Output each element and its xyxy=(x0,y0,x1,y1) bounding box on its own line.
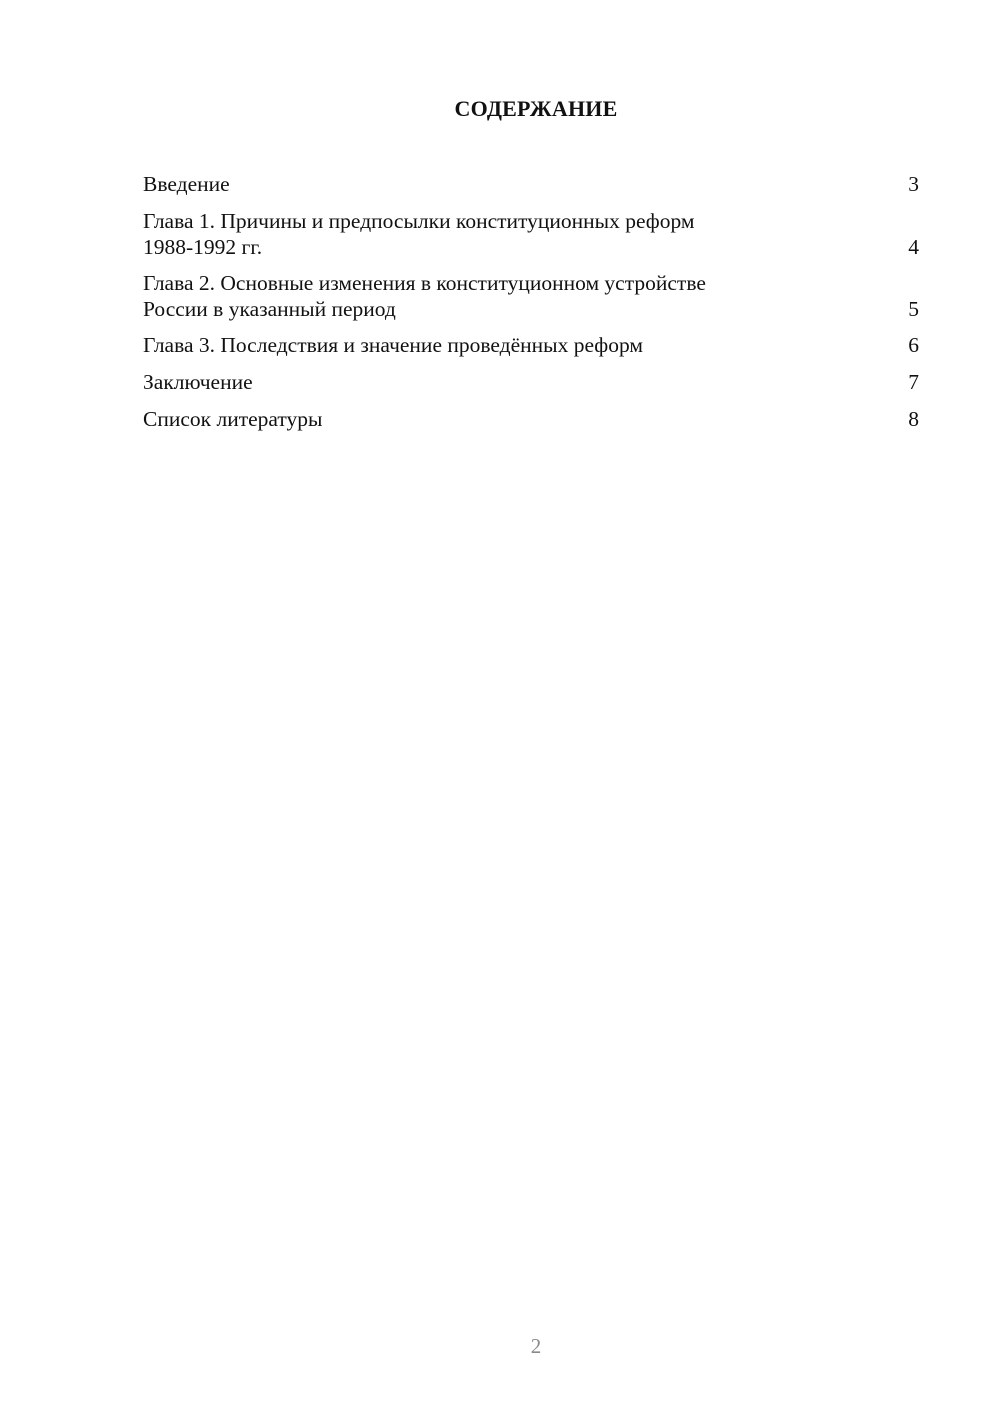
toc-entry-text-line: России в указанный период xyxy=(143,297,396,321)
toc-entry-text xyxy=(143,270,706,322)
toc-entry-text: Введение xyxy=(143,172,230,196)
toc-entry-chapter-3 xyxy=(143,332,919,359)
table-of-contents xyxy=(143,171,919,443)
toc-entry-chapter-2 xyxy=(143,270,919,322)
toc-entry-text-line: Глава 1. Причины и предпосылки конституционных реформ xyxy=(143,209,695,233)
toc-entry-page: 8 xyxy=(908,407,919,431)
toc-entry-page: 4 xyxy=(908,235,919,259)
toc-entry-page: 7 xyxy=(908,370,919,394)
toc-entry-page: 5 xyxy=(908,297,919,321)
toc-entry-conclusion xyxy=(143,369,919,396)
toc-entry-text-line: Глава 2. Основные изменения в конституционном устройстве xyxy=(143,271,706,295)
toc-heading xyxy=(0,94,1000,124)
toc-entry-page: 6 xyxy=(908,333,919,357)
page-number: 2 xyxy=(530,1334,542,1358)
toc-entry-chapter-1 xyxy=(143,208,919,260)
toc-entry-text xyxy=(143,208,695,260)
toc-entry-introduction xyxy=(143,171,919,198)
toc-entry-text-line: 1988-1992 гг. xyxy=(143,235,263,259)
toc-heading-text: СОДЕРЖАНИЕ xyxy=(454,96,618,121)
toc-entry-text: Заключение xyxy=(143,370,253,394)
toc-entry-bibliography xyxy=(143,406,919,433)
toc-entry-page: 3 xyxy=(908,172,919,196)
toc-entry-text: Глава 3. Последствия и значение проведённых реформ xyxy=(143,333,643,357)
toc-entry-text: Список литературы xyxy=(143,407,323,431)
